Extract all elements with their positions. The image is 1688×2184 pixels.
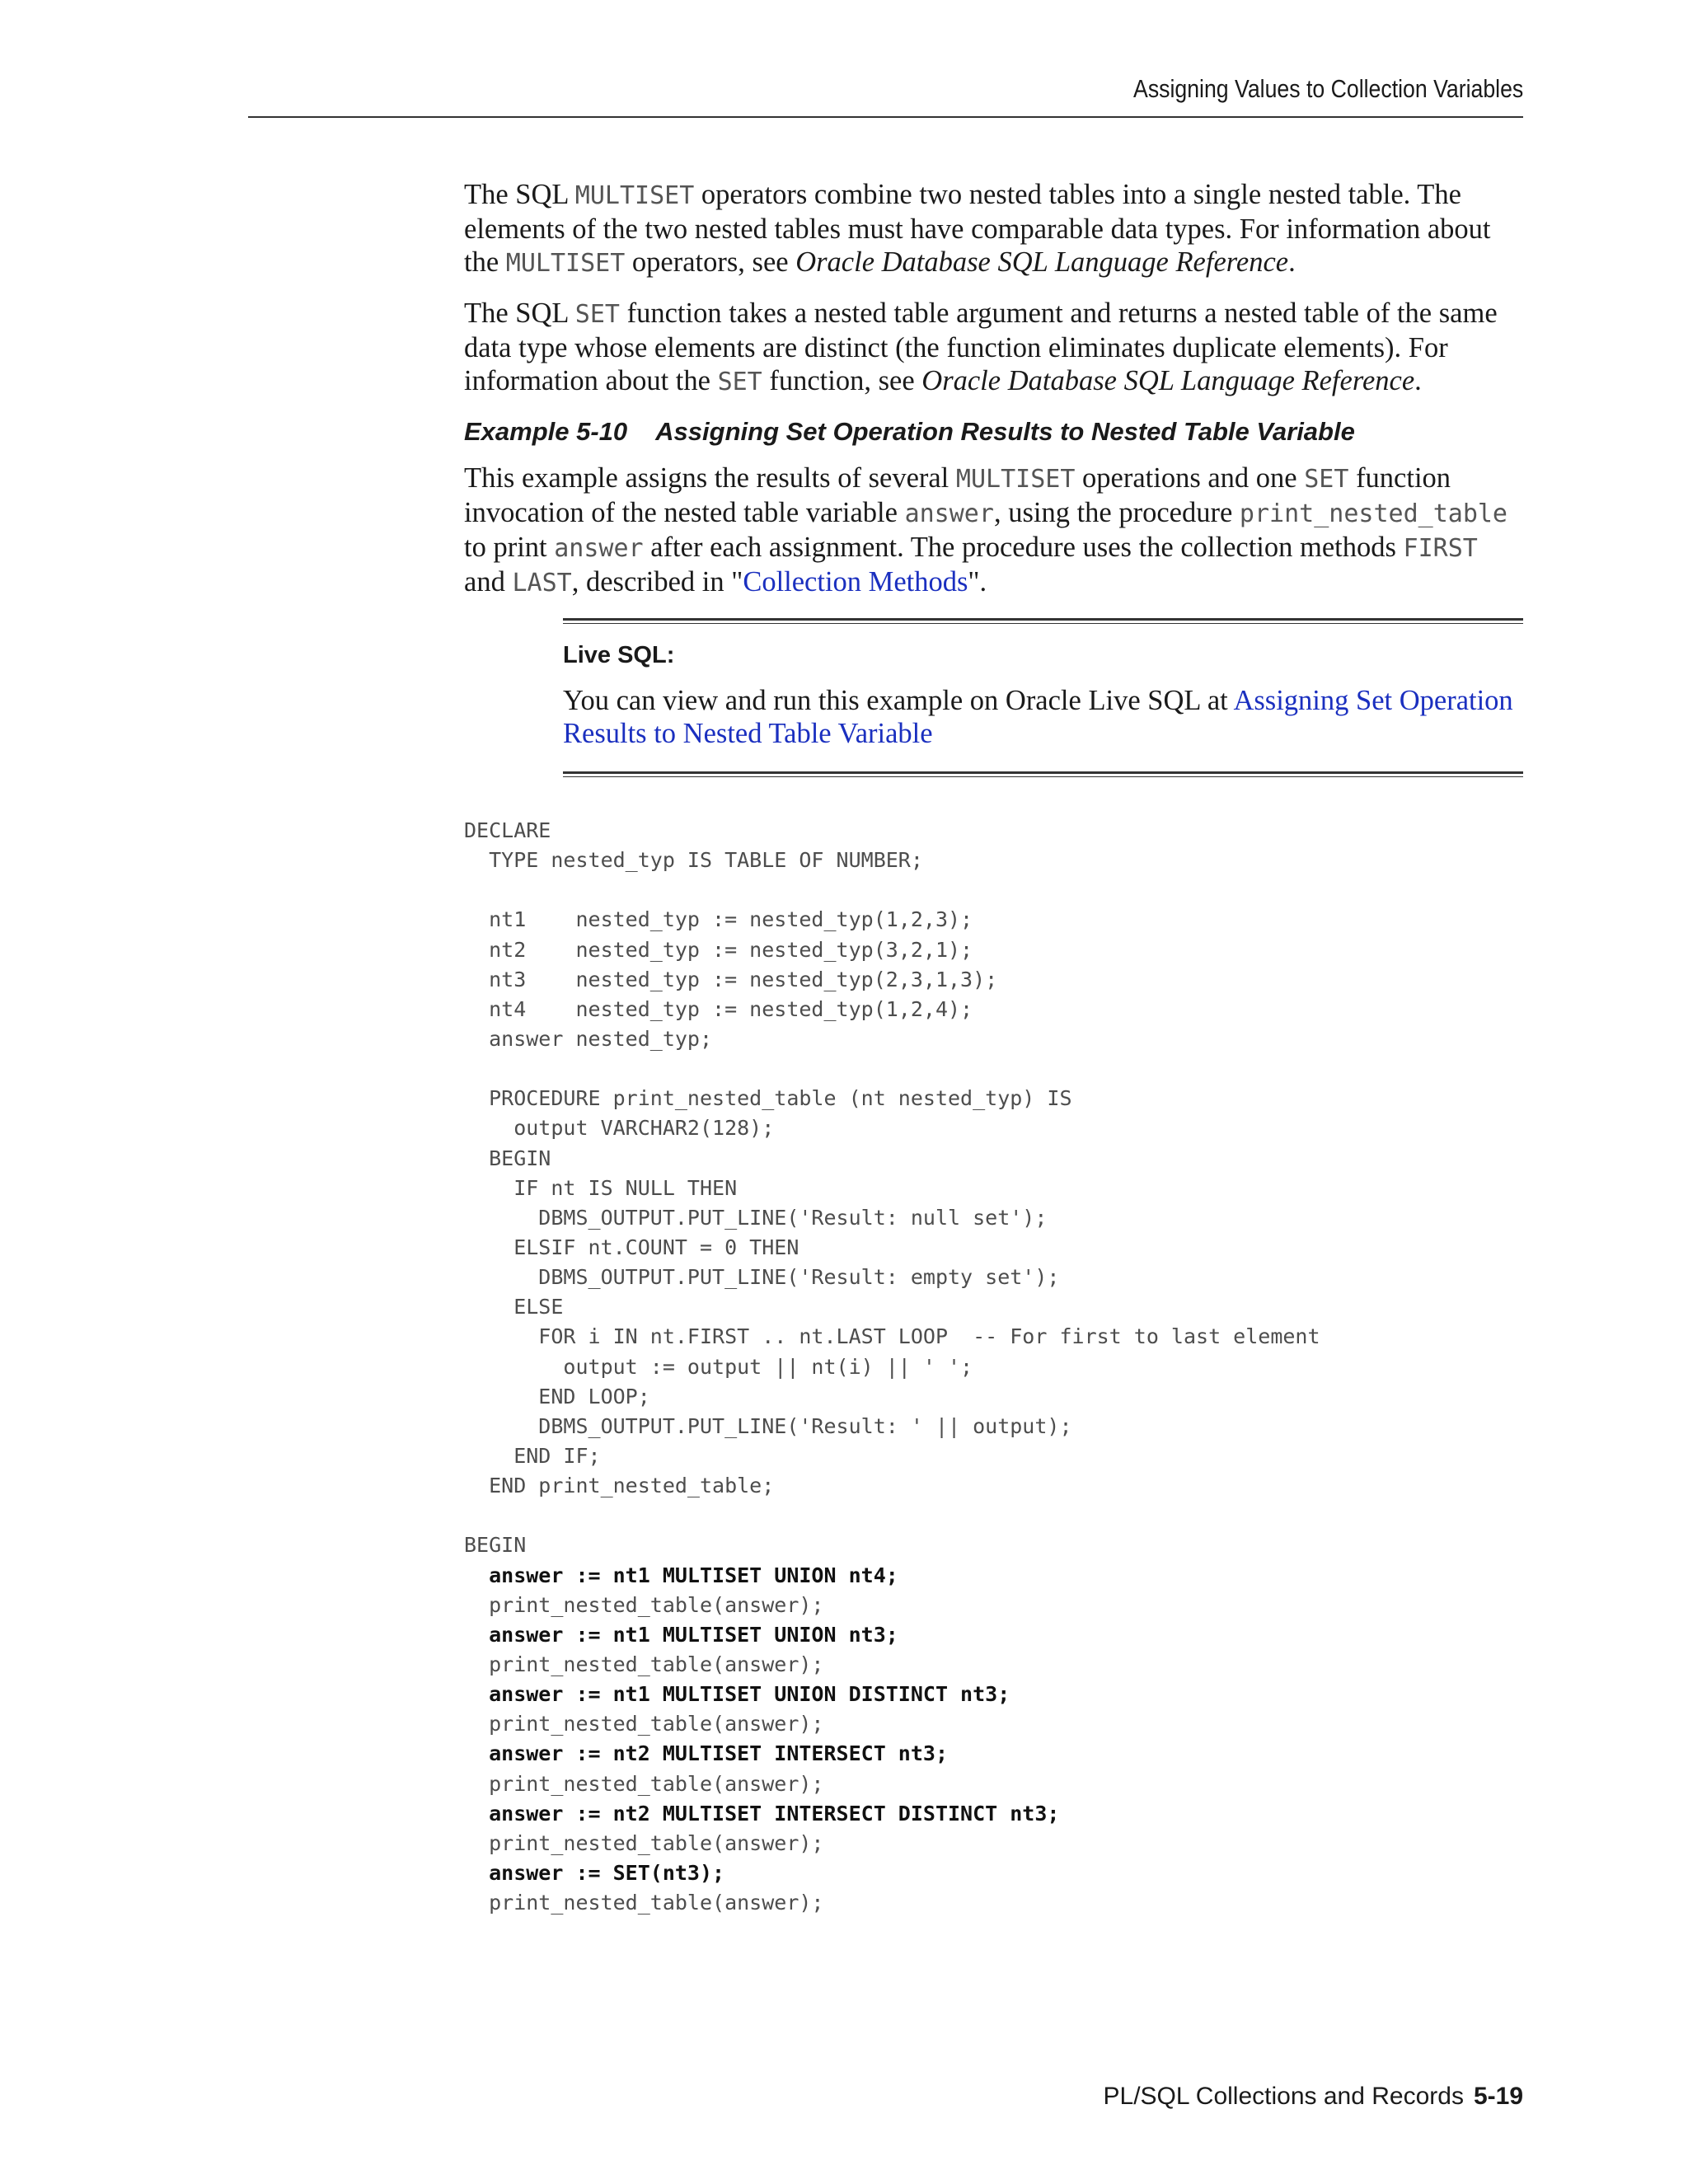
text-span: function invocation of the nested table variable <box>464 462 1451 528</box>
code-line: nt3 nested_typ := nested_typ(2,3,1,3); <box>464 967 998 991</box>
live-sql-link[interactable]: Assigning Set Operation Results to Nested Table Variable <box>563 685 1513 749</box>
code-term: FIRST <box>1403 534 1478 563</box>
code-line: answer := nt1 MULTISET UNION DISTINCT nt3; <box>464 1682 1010 1707</box>
text-span: after each assignment. The procedure uses the collection methods <box>643 532 1404 563</box>
code-line: answer nested_typ; <box>464 1026 713 1051</box>
page-content <box>464 178 1523 1918</box>
code-line: nt1 nested_typ := nested_typ(1,2,3); <box>464 907 973 932</box>
code-term: LAST <box>512 569 572 598</box>
paragraph-set <box>464 297 1523 399</box>
header-rule <box>248 116 1523 118</box>
page-number: 5-19 <box>1473 2083 1523 2110</box>
code-line: FOR i IN nt.FIRST .. nt.LAST LOOP -- For first to last element <box>464 1324 1320 1349</box>
example-number: Example 5-10 <box>464 417 628 446</box>
text-span: The SQL <box>464 298 575 329</box>
code-line: answer := nt2 MULTISET INTERSECT nt3; <box>464 1741 948 1766</box>
code-line: answer := nt1 MULTISET UNION nt3; <box>464 1622 898 1647</box>
code-line: print_nested_table(answer); <box>464 1652 824 1676</box>
code-term: MULTISET <box>505 249 626 278</box>
code-term: SET <box>1304 465 1349 494</box>
code-line: answer := nt2 MULTISET INTERSECT DISTINCT nt3; <box>464 1801 1060 1825</box>
text-span: operations and one <box>1075 462 1305 494</box>
code-line: DBMS_OUTPUT.PUT_LINE('Result: ' || output); <box>464 1413 1072 1438</box>
code-line: DBMS_OUTPUT.PUT_LINE('Result: empty set'); <box>464 1265 1060 1290</box>
text-span: , described in " <box>571 566 743 598</box>
code-term: answer <box>554 534 644 563</box>
text-span: , using the procedure <box>993 497 1240 528</box>
code-line: ELSIF nt.COUNT = 0 THEN <box>464 1235 799 1259</box>
code-term: MULTISET <box>574 181 695 210</box>
text-span: The SQL <box>464 179 575 210</box>
code-line: ELSE <box>464 1295 564 1319</box>
code-line <box>464 875 1523 905</box>
code-line: print_nested_table(answer); <box>464 1830 824 1855</box>
text-span: . <box>1288 246 1296 278</box>
code-line: print_nested_table(answer); <box>464 1891 824 1915</box>
code-term: MULTISET <box>955 465 1076 494</box>
code-term: SET <box>717 368 762 396</box>
code-line: output VARCHAR2(128); <box>464 1116 775 1141</box>
code-line: IF nt IS NULL THEN <box>464 1175 738 1200</box>
code-line: BEGIN <box>464 1533 527 1558</box>
code-line: nt4 nested_typ := nested_typ(1,2,4); <box>464 996 973 1021</box>
code-line <box>464 1501 1523 1530</box>
code-term: SET <box>574 300 620 329</box>
code-line: END print_nested_table; <box>464 1474 775 1498</box>
code-block <box>464 816 1523 1918</box>
paragraph-multiset <box>464 178 1523 280</box>
code-term: answer <box>904 499 994 528</box>
live-sql-note <box>563 618 1523 777</box>
code-line: nt2 nested_typ := nested_typ(3,2,1); <box>464 937 973 962</box>
example-title <box>464 415 1523 448</box>
running-header: Assigning Values to Collection Variables <box>1132 74 1523 103</box>
example-caption: Assigning Set Operation Results to Nested Table Variable <box>655 417 1355 446</box>
code-line: print_nested_table(answer); <box>464 1771 824 1796</box>
note-text <box>563 684 1523 750</box>
code-term: print_nested_table <box>1239 499 1507 528</box>
code-line: answer := SET(nt3); <box>464 1860 725 1885</box>
code-line: END IF; <box>464 1443 601 1468</box>
code-line: END LOOP; <box>464 1384 650 1408</box>
text-span: function takes a nested table argument and returns a nested table of the same data type whose elements are distinct (the function eliminates duplicate elements). For information about the <box>464 298 1498 396</box>
note-title: Live SQL: <box>563 642 675 668</box>
text-span: ". <box>968 566 987 598</box>
code-line: answer := nt1 MULTISET UNION nt4; <box>464 1563 898 1587</box>
text-span: operators combine two nested tables into a single nested table. The elements of the two nested tables must have comparable data types. For information about the <box>464 179 1491 278</box>
code-line: print_nested_table(answer); <box>464 1712 824 1736</box>
book-reference: Oracle Database SQL Language Reference <box>795 246 1289 278</box>
page-footer <box>1104 2083 1524 2111</box>
text-span: This example assigns the results of several <box>464 462 956 494</box>
text-span: function, see <box>762 365 922 396</box>
text-span: and <box>464 566 513 598</box>
text-span: operators, see <box>625 246 796 278</box>
text-span: to print <box>464 532 555 563</box>
text-span: You can view and run this example on Oracle Live SQL at <box>563 685 1234 716</box>
text-span: . <box>1414 365 1422 396</box>
code-line: PROCEDURE print_nested_table (nt nested_typ) IS <box>464 1086 1072 1111</box>
note-top-rule <box>563 618 1523 624</box>
code-line: print_nested_table(answer); <box>464 1592 824 1617</box>
collection-methods-link[interactable]: Collection Methods <box>743 566 968 598</box>
book-reference: Oracle Database SQL Language Reference <box>921 365 1415 396</box>
note-bottom-rule <box>563 771 1523 777</box>
code-line: DBMS_OUTPUT.PUT_LINE('Result: null set'); <box>464 1205 1048 1230</box>
code-line <box>464 1054 1523 1084</box>
paragraph-example-intro <box>464 462 1523 600</box>
code-line: BEGIN <box>464 1146 551 1170</box>
code-line: TYPE nested_typ IS TABLE OF NUMBER; <box>464 848 923 873</box>
code-line: output := output || nt(i) || ' '; <box>464 1354 973 1379</box>
code-line: DECLARE <box>464 818 551 842</box>
footer-section-title: PL/SQL Collections and Records <box>1103 2083 1464 2110</box>
